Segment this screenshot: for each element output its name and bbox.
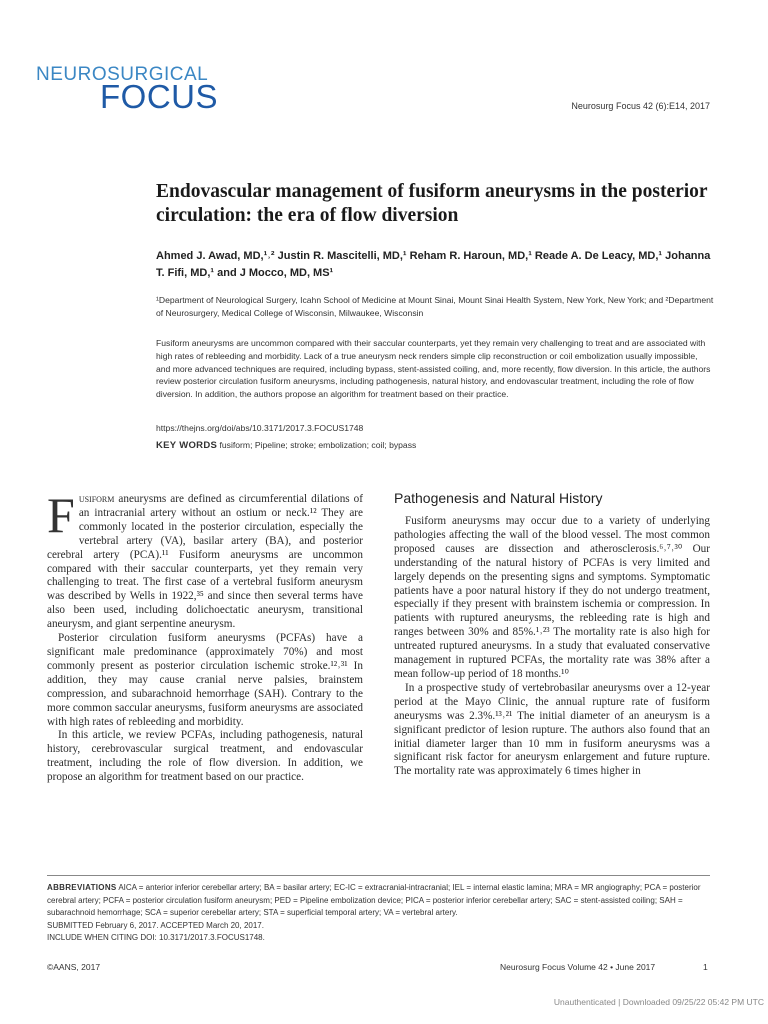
body-column-left bbox=[47, 487, 363, 785]
author-list: Ahmed J. Awad, MD,¹˒² Justin R. Mascitelli, MD,¹ Reham R. Haroun, MD,¹ Reade A. De Leacy, MD,¹ Johanna T. Fifi, MD,¹ and J Mocco, MD, MS¹ bbox=[156, 250, 711, 279]
keywords-label: KEY WORDS bbox=[156, 440, 218, 451]
journal-footer: Neurosurg Focus Volume 42 • June 2017 bbox=[500, 962, 656, 972]
intro-paragraph-1-text: aneurysms are defined as circumferential dilations of an intracranial artery without an ostium or neck.¹² They are commonly located in the posterior circulation, especially the vertebral artery (VA), basilar artery (BA), and posterior cerebral artery (PCA).¹¹ Fusiform aneurysms are uncommon compared with their saccular counterparts, yet they remain very challenging to treat. The first case of a vertebral fusiform aneurysm was described by Wells in 1922,³⁵ and since then several terms have also been used, including dolichoectatic aneurysm, transitional aneurysm, and giant serpentine aneurysm. bbox=[47, 493, 363, 631]
download-notice: Unauthenticated | Downloaded 09/25/22 05:42 PM UTC bbox=[553, 997, 764, 1007]
pathogenesis-paragraph-2: In a prospective study of vertebrobasilar aneurysms over a 12-year period at the Mayo Clinic, the annual rupture rate of fusiform aneurysms was 2.3%.¹³˒²¹ The initial diameter of an aneurysm is a significant predictor of lesion rupture. The authors also found that an initial diameter larger than 10 mm in fusiform aneurysms was a significant risk factor for aneurysm enlargement and future rupture. The mortality rate was approximately 6 times higher in bbox=[394, 681, 710, 778]
abbreviations-text: AICA = anterior inferior cerebellar artery; BA = basilar artery; EC-IC = extracranial-intracranial; IEL = internal elastic lamina; MRA = MR angiography; PCA = posterior cerebral artery; PCFA = posterior circulation fusiform aneurysm; PED = Pipeline embolization device; PICA = posterior inferior cerebellar artery; SAC = stent-assisted coiling; SAH = subarachnoid hemorrhage; SCA = superior cerebellar artery; STA = superficial temporal artery; VA = vertebral artery. bbox=[47, 883, 701, 918]
smallcaps-lead: usiform bbox=[78, 493, 115, 505]
doi-link[interactable]: https://thejns.org/doi/abs/10.3171/2017.3.FOCUS1748 bbox=[156, 423, 364, 433]
footer-divider bbox=[47, 875, 710, 876]
journal-logo-top: NEUROSURGICAL bbox=[36, 64, 209, 85]
drop-cap: F bbox=[47, 487, 75, 543]
abbreviations bbox=[47, 882, 710, 920]
pathogenesis-paragraph-1: Fusiform aneurysms may occur due to a variety of underlying pathologies affecting the wall of the blood vessel. The most common proposed causes are dissection and atherosclerosis.⁶˒⁷˒³⁰ Our understanding of the natural history of PCFAs is very limited and largely depends on the presenting signs and symptoms. Symptomatic patients have a poor natural history if they do not undergo treatment, especially if they present with brainstem ischemia or compression. In patients with ruptured aneurysms, the rebleeding rate is high and ranges between 30% and 85%.¹˒²³ The mortality rate is also high for untreated ruptured aneurysms. In a study that evaluated conservative management in ruptured PCFAs, the mortality rate was 38% after a mean follow-up period of 18 months.¹⁰ bbox=[394, 515, 710, 680]
footnotes bbox=[47, 882, 710, 945]
intro-paragraph-3: In this article, we review PCFAs, including pathogenesis, natural history, cerebrovascular surgical treatment, and endovascular treatment, including the role of flow diversion. In addition, we propose an algorithm for treatment based on our practice. bbox=[47, 729, 363, 784]
abstract: Fusiform aneurysms are uncommon compared with their saccular counterparts, yet they remain very challenging to treat and are associated with high rates of rebleeding and morbidity. Lack of a true aneurysm neck renders simple clip reconstruction or coil embolization usually impossible, and more advanced techniques are required, including bypass, stent-assisted coiling, and, more recently, flow diversion. In this article, the authors review posterior circulation fusiform aneurysms, including pathogenesis, natural history, and endovascular treatment, including the role of flow diversion. In addition, the authors propose an algorithm for treatment based on their practice. bbox=[156, 338, 711, 400]
include-when-citing: INCLUDE WHEN CITING DOI: 10.3171/2017.3.FOCUS1748. bbox=[47, 933, 265, 943]
intro-paragraph-2: Posterior circulation fusiform aneurysms (PCFAs) have a significant male predominance (approximately 70%) and most commonly present as posterior circulation ischemic stroke.¹²˒³¹ In addition, they may cause cranial nerve palsies, brainstem compression, and subarachnoid hemorrhage (SAH). Contrary to the more common saccular aneurysms, fusiform aneurysms are associated with high rates of rebleeding and morbidity. bbox=[47, 632, 363, 728]
page-number: 1 bbox=[703, 962, 708, 972]
article-title: Endovascular management of fusiform aneurysms in the posterior circulation: the era of flow diversion bbox=[156, 181, 708, 226]
body-column-right bbox=[394, 515, 710, 779]
section-heading: Pathogenesis and Natural History bbox=[394, 490, 603, 506]
journal-citation: Neurosurg Focus 42 (6):E14, 2017 bbox=[571, 101, 710, 111]
keywords-list: fusiform; Pipeline; stroke; embolization; coil; bypass bbox=[219, 440, 417, 450]
submission-dates: SUBMITTED February 6, 2017. ACCEPTED March 20, 2017. bbox=[47, 920, 264, 930]
abbreviations-label: ABBREVIATIONS bbox=[47, 883, 117, 892]
journal-logo-bottom: FOCUS bbox=[100, 78, 218, 115]
copyright: ©AANS, 2017 bbox=[47, 962, 101, 972]
affiliations: ¹Department of Neurological Surgery, Icahn School of Medicine at Mount Sinai, Mount Sinai Health System, New York, New York; and ²Department of Neurosurgery, Medical College of Wisconsin, Milwaukee, Wisconsin bbox=[156, 295, 714, 318]
intro-paragraph-1 bbox=[47, 487, 363, 632]
keywords bbox=[156, 440, 416, 451]
